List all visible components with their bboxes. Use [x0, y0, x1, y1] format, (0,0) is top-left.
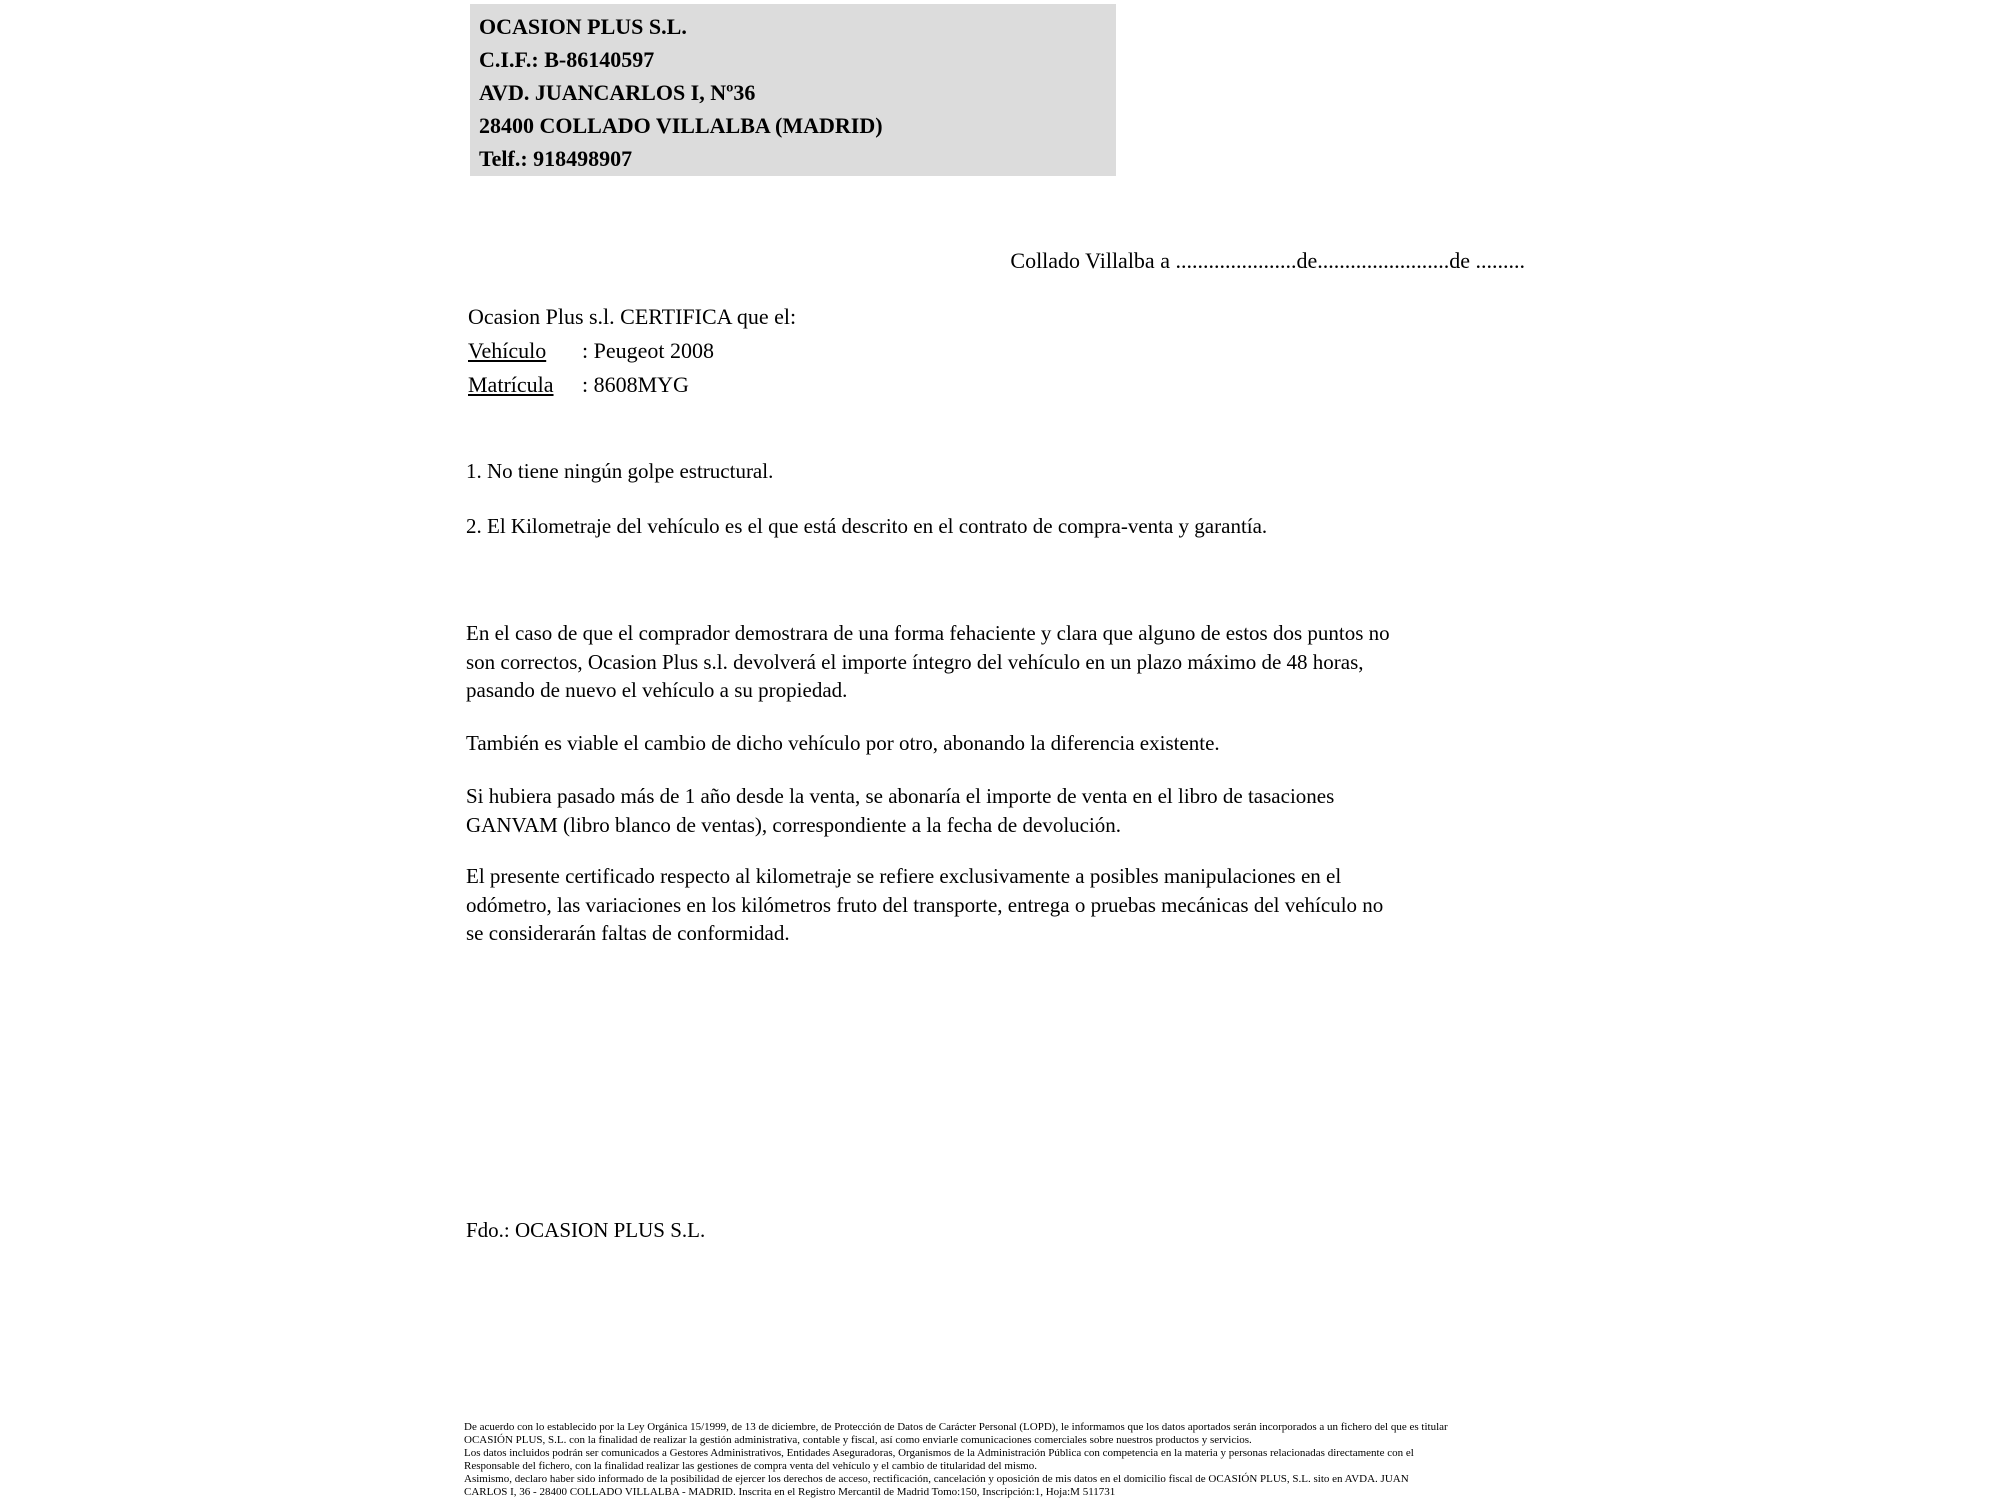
fine-print-line: Los datos incluidos podrán ser comunicados a Gestores Administrativos, Entidades Aseguradoras, Organismos de la Administración Pública con competencia en la materia y personas relacionadas directamente con el — [464, 1447, 1414, 1459]
paragraph-line: GANVAM (libro blanco de ventas), correspondiente a la fecha de devolución. — [466, 812, 1122, 837]
plate-value: : 8608MYG — [582, 372, 689, 397]
company-header-line: Telf.: 918498907 — [479, 146, 633, 171]
fine-print-line: Asimismo, declaro haber sido informado de la posibilidad de ejercer los derechos de acceso, rectificación, cancelación y oposición de mis datos en el domicilio fiscal de OCASIÓN PLUS, S.L. sito en AVDA. JUAN — [464, 1473, 1409, 1485]
condition-point-1: 1. No tiene ningún golpe estructural. — [466, 459, 774, 483]
company-header-line: 28400 COLLADO VILLALBA (MADRID) — [479, 113, 883, 138]
company-header-line: C.I.F.: B-86140597 — [479, 47, 655, 72]
vehicle-row — [468, 334, 796, 368]
certify-intro: Ocasion Plus s.l. CERTIFICA que el: — [468, 304, 797, 329]
plate-row — [468, 368, 796, 402]
fine-print-line: CARLOS I, 36 - 28400 COLLADO VILLALBA - MADRID. Inscrita en el Registro Mercantil de Madrid Tomo:150, Inscripción:1, Hoja:M 511731 — [464, 1486, 1116, 1498]
paragraph-line: son correctos, Ocasion Plus s.l. devolverá el importe íntegro del vehículo en un plazo máximo de 48 horas, — [466, 649, 1364, 674]
plate-label-cell — [468, 368, 582, 402]
paragraph-line: También es viable el cambio de dicho vehículo por otro, abonando la diferencia existente. — [466, 731, 1220, 755]
company-header-line: OCASION PLUS S.L. — [479, 14, 687, 39]
odometer-paragraph — [466, 862, 1383, 948]
vehicle-label-cell — [468, 334, 582, 368]
paragraph-line: El presente certificado respecto al kilometraje se refiere exclusivamente a posibles manipulaciones en el — [466, 864, 1342, 888]
fine-print-line: OCASIÓN PLUS, S.L. con la finalidad de realizar la gestión administrativa, contable y fiscal, así como enviarle comunicaciones comerciales sobre nuestros productos y servicios. — [464, 1434, 1252, 1446]
certification-block — [468, 300, 796, 402]
paragraph-line: Si hubiera pasado más de 1 año desde la venta, se abonaría el importe de venta en el libro de tasaciones — [466, 784, 1335, 808]
paragraph-line: odómetro, las variaciones en los kilómetros fruto del transporte, entrega o pruebas mecánicas del vehículo no — [466, 892, 1384, 917]
paragraph-line: pasando de nuevo el vehículo a su propiedad. — [466, 678, 848, 702]
fine-print-line: Responsable del fichero, con la finalidad realizar las gestiones de compra venta del vehículo y el cambio de titularidad del mismo. — [464, 1460, 1038, 1472]
vehicle-label: Vehículo — [468, 338, 547, 363]
refund-paragraph — [466, 619, 1390, 705]
exchange-paragraph — [466, 729, 1220, 758]
ganvam-paragraph — [466, 782, 1334, 839]
vehicle-value: : Peugeot 2008 — [582, 338, 714, 363]
fine-print-line: De acuerdo con lo establecido por la Ley Orgánica 15/1999, de 13 de diciembre, de Protección de Datos de Carácter Personal (LOPD), le informamos que los datos aportados serán incorporados a un fichero del que es titular — [464, 1421, 1448, 1433]
company-header-box — [470, 4, 1116, 176]
signature-line: Fdo.: OCASION PLUS S.L. — [466, 1218, 706, 1242]
company-header-line: AVD. JUANCARLOS I, Nº36 — [479, 80, 756, 105]
legal-fine-print — [464, 1421, 1448, 1499]
paragraph-line: se considerarán faltas de conformidad. — [466, 921, 790, 945]
date-line: Collado Villalba a ......................de........................de ......... — [1010, 248, 1525, 273]
condition-point-2: 2. El Kilometraje del vehículo es el que está descrito en el contrato de compra-venta y garantía. — [466, 514, 1268, 538]
paragraph-line: En el caso de que el comprador demostrara de una forma fehaciente y clara que alguno de estos dos puntos no — [466, 621, 1390, 645]
plate-label: Matrícula — [468, 372, 554, 397]
